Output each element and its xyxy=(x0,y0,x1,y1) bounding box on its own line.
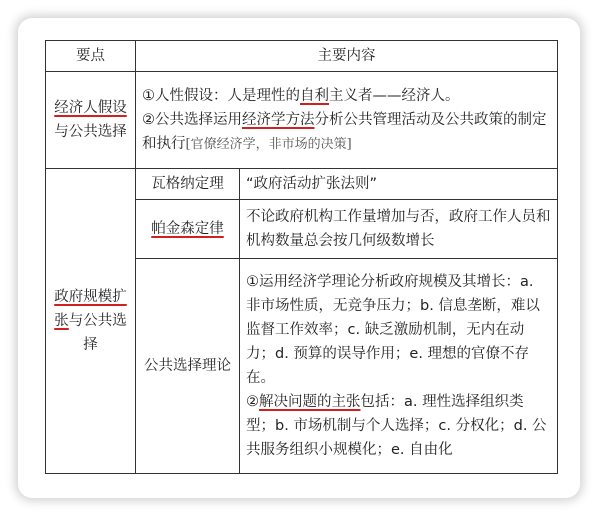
content-line-2 xyxy=(142,108,551,157)
sub-content-parkinson: 不论政府机构工作量增加与否，政府工作人员和机构数量总会按几何级数增长 xyxy=(240,200,558,259)
public-choice-p2 xyxy=(246,390,551,462)
p2-rest: 包括：a. 理性选择组织类型；b. 市场机制与个人选择；c. 分权化；d. 公共服务组织小规模化；e. 自由化 xyxy=(246,394,547,458)
row-content-economic-man xyxy=(136,72,558,169)
sub-name-wagner: 瓦格纳定理 xyxy=(136,169,240,200)
line2-underlined: 经济学方法 xyxy=(242,111,315,128)
sub-name-parkinson xyxy=(136,200,240,259)
sub-name-public-choice: 公共选择理论 xyxy=(136,259,240,474)
row-label-economic-man xyxy=(46,72,136,169)
summary-table xyxy=(45,40,558,474)
sub-content-wagner: “政府活动扩张法则” xyxy=(240,169,558,200)
label-rest: 与公共选择 xyxy=(68,313,127,353)
table-row xyxy=(46,72,558,169)
parkinson-underlined: 帕金森定律 xyxy=(151,221,224,237)
line2-rest: 分析公共管理活动及公共政策的制定和执行 xyxy=(142,111,547,152)
p2-underlined: 解决问题的主张 xyxy=(259,394,361,410)
label-underlined: 政府规模扩张 xyxy=(54,289,127,329)
row-label-government-scale xyxy=(46,169,136,474)
table-header-row xyxy=(46,41,558,72)
line1-end: 主义者——经济人。 xyxy=(329,87,460,104)
line1-text: ①人性假设：人是理性的 xyxy=(142,87,300,104)
table-row xyxy=(46,169,558,200)
label-underlined: 经济人假设 xyxy=(54,100,127,116)
line2-note: [官僚经济学，非市场的决策] xyxy=(185,136,352,152)
label-rest: 与公共选择 xyxy=(54,124,127,140)
sub-content-public-choice xyxy=(240,259,558,474)
content-line-1 xyxy=(142,84,551,108)
header-main-content: 主要内容 xyxy=(136,41,558,72)
line2-pre: ②公共选择运用 xyxy=(142,111,242,128)
p2-pre: ② xyxy=(246,394,259,410)
line1-underlined: 自利 xyxy=(300,87,329,104)
header-key-points: 要点 xyxy=(46,41,136,72)
public-choice-p1: ①运用经济学理论分析政府规模及其增长：a. 非市场性质，无竞争压力；b. 信息垄断，难以监督工作效率；c. 缺乏激励机制，无内在动力；d. 预算的误导作用；e. 理想的官僚不存在。 xyxy=(246,274,540,386)
